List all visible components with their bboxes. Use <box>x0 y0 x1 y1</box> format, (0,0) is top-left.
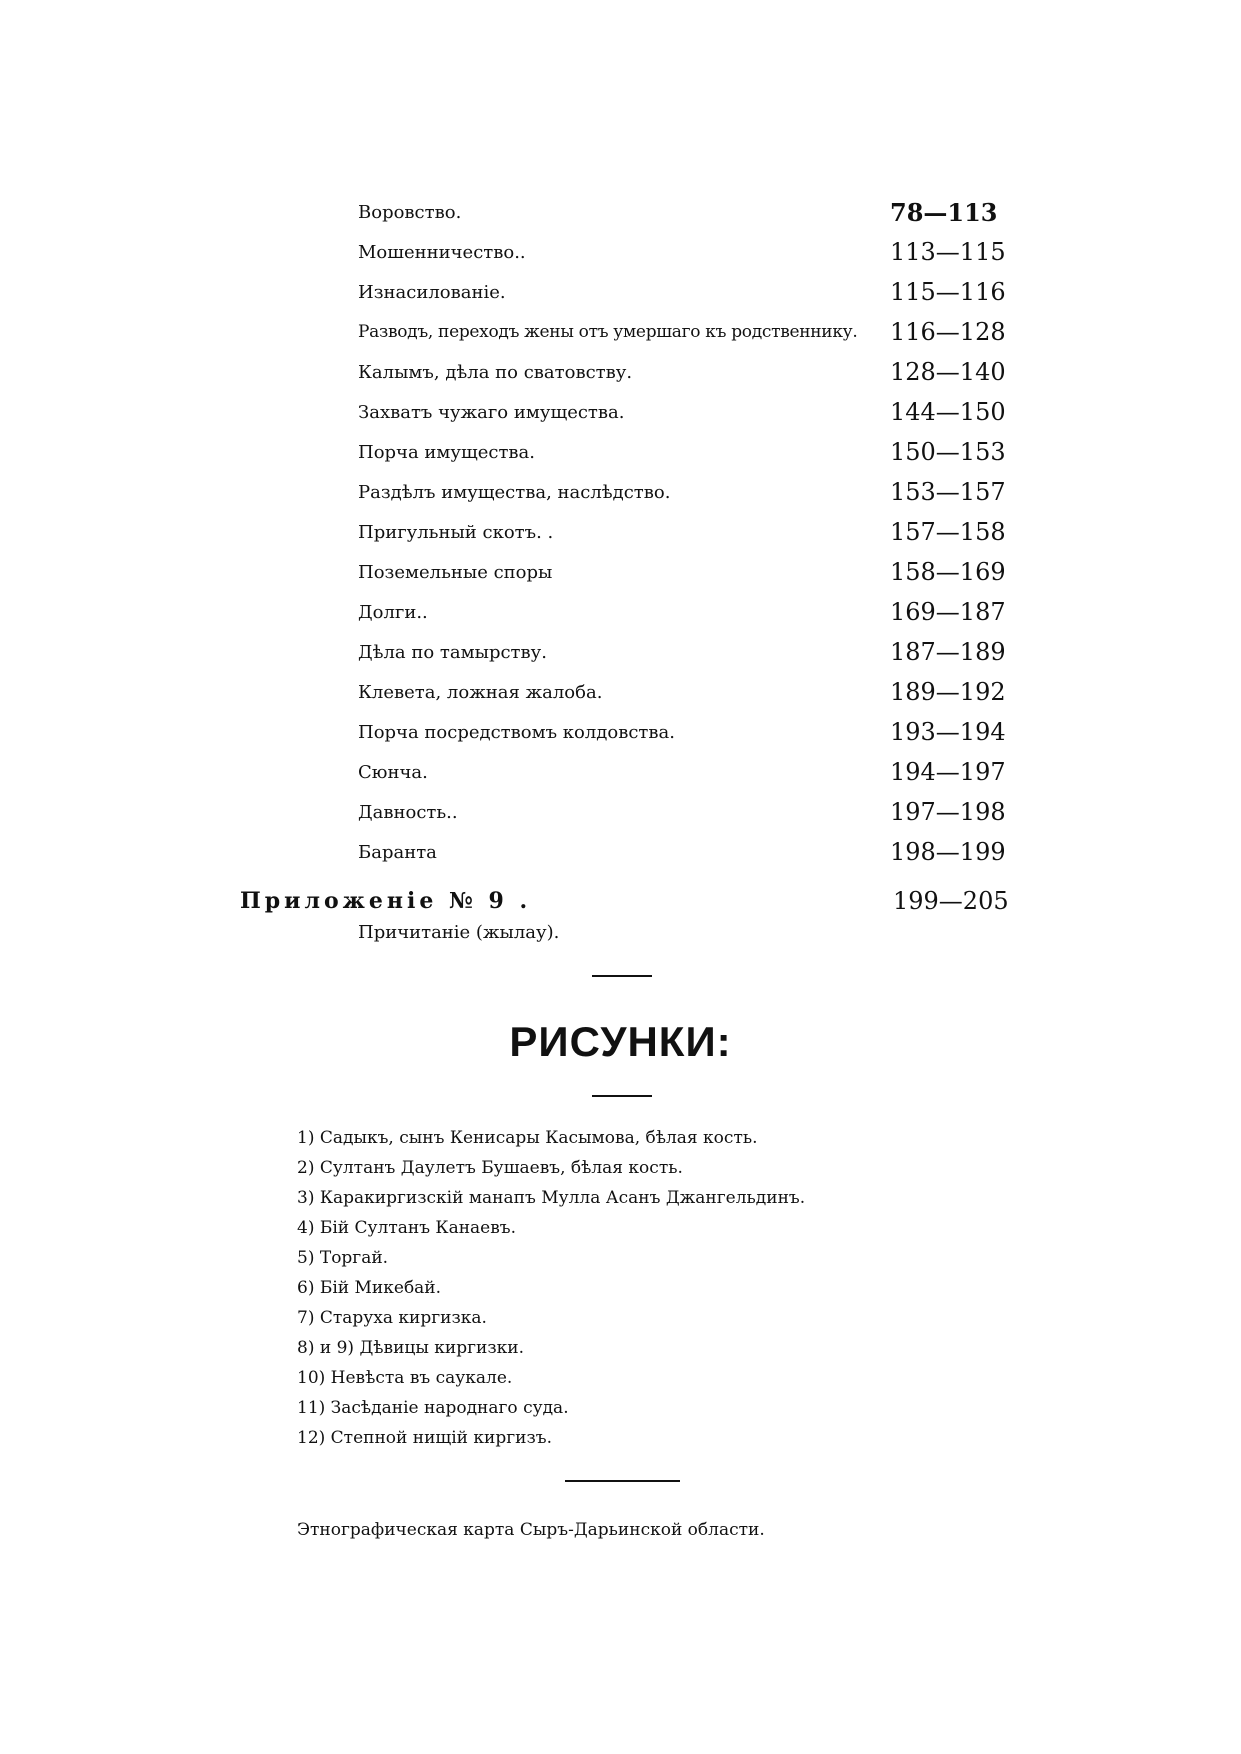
figures-heading: РИСУНКИ: <box>509 1018 732 1065</box>
toc-pages: 187—189 <box>890 638 1006 666</box>
figure-item: 1) Садыкъ, сынъ Кенисары Касымова, бѣлая кость. <box>297 1128 758 1148</box>
toc-pages: 157—158 <box>890 518 1006 546</box>
toc-pages: 113—115 <box>890 238 1006 266</box>
toc-title: Пригульный скотъ. . <box>358 522 554 543</box>
toc-pages: 158—169 <box>890 558 1006 586</box>
toc-title: Порча посредствомъ колдовства. <box>358 722 675 743</box>
toc-pages: 144—150 <box>890 398 1006 426</box>
figure-item: 5) Торгай. <box>297 1248 389 1268</box>
toc-pages: 153—157 <box>890 478 1006 506</box>
toc-pages: 150—153 <box>890 438 1006 466</box>
toc-title: Воровство. <box>358 202 462 223</box>
figure-item: 11) Засѣданіе народнаго суда. <box>297 1398 569 1418</box>
figure-item: 12) Степной нищій киргизъ. <box>297 1428 552 1448</box>
toc-entry <box>358 398 1006 430</box>
toc-entry <box>358 558 1006 590</box>
divider <box>592 975 652 977</box>
toc-title: Сюнча. <box>358 762 428 783</box>
toc-title: Дѣла по тамырству. <box>358 642 547 663</box>
toc-title: Поземельные споры <box>358 562 553 583</box>
toc-pages: 116—128 <box>890 318 1006 346</box>
toc-entry <box>358 438 1006 470</box>
toc-title: Захватъ чужаго имущества. <box>358 402 625 423</box>
toc-pages: 193—194 <box>890 718 1006 746</box>
toc-entry <box>358 238 1006 270</box>
toc-title: Давность.. <box>358 802 458 823</box>
toc-title: Баранта <box>358 842 437 863</box>
divider <box>565 1480 680 1482</box>
toc-entry <box>358 758 1006 790</box>
toc-entry <box>358 798 1006 830</box>
toc-title: Долги.. <box>358 602 428 623</box>
toc-entry <box>358 278 1006 310</box>
appendix-pages: 199—205 <box>893 887 1009 915</box>
toc-entry <box>358 718 1006 750</box>
divider <box>592 1095 652 1097</box>
toc-pages: 169—187 <box>890 598 1006 626</box>
toc-title: Изнасилованіе. <box>358 282 506 303</box>
figure-item: 8) и 9) Дѣвицы киргизки. <box>297 1338 524 1358</box>
toc-pages: 128—140 <box>890 358 1006 386</box>
figure-item: 7) Старуха киргизка. <box>297 1308 487 1328</box>
toc-title: Порча имущества. <box>358 442 536 463</box>
toc-title: Разводъ, переходъ жены отъ умершаго къ родственнику. <box>358 322 858 342</box>
figure-item: 10) Невѣста въ саукале. <box>297 1368 513 1388</box>
toc-entry <box>358 638 1006 670</box>
figure-item: 4) Бій Султанъ Канаевъ. <box>297 1218 517 1238</box>
toc-entry <box>358 478 1006 510</box>
toc-entry <box>358 838 1006 870</box>
toc-pages: 197—198 <box>890 798 1006 826</box>
figure-item: 2) Султанъ Даулетъ Бушаевъ, бѣлая кость. <box>297 1158 683 1178</box>
map-note: Этнографическая карта Сыръ-Дарьинской области. <box>297 1520 765 1540</box>
toc-entry <box>358 198 998 230</box>
toc-pages: 198—199 <box>890 838 1006 866</box>
toc-entry <box>358 358 1006 390</box>
appendix-label: Приложеніе № 9 . <box>240 888 532 914</box>
toc-title: Клевета, ложная жалоба. <box>358 682 603 703</box>
toc-pages: 115—116 <box>890 278 1006 306</box>
toc-entry <box>358 518 1006 550</box>
toc-pages: 189—192 <box>890 678 1006 706</box>
toc-entry <box>358 678 1006 710</box>
toc-entry <box>358 318 1006 350</box>
appendix-subtitle: Причитаніе (жылау). <box>358 922 560 943</box>
figure-item: 3) Каракиргизскій манапъ Мулла Асанъ Джангельдинъ. <box>297 1188 806 1208</box>
toc-pages: 194—197 <box>890 758 1006 786</box>
toc-title: Калымъ, дѣла по сватовству. <box>358 362 633 383</box>
toc-entry <box>358 598 1006 630</box>
figure-item: 6) Бій Микебай. <box>297 1278 442 1298</box>
toc-title: Раздѣлъ имущества, наслѣдство. <box>358 482 671 503</box>
toc-title: Мошенничество.. <box>358 242 526 263</box>
toc-pages: 78—113 <box>890 198 998 227</box>
